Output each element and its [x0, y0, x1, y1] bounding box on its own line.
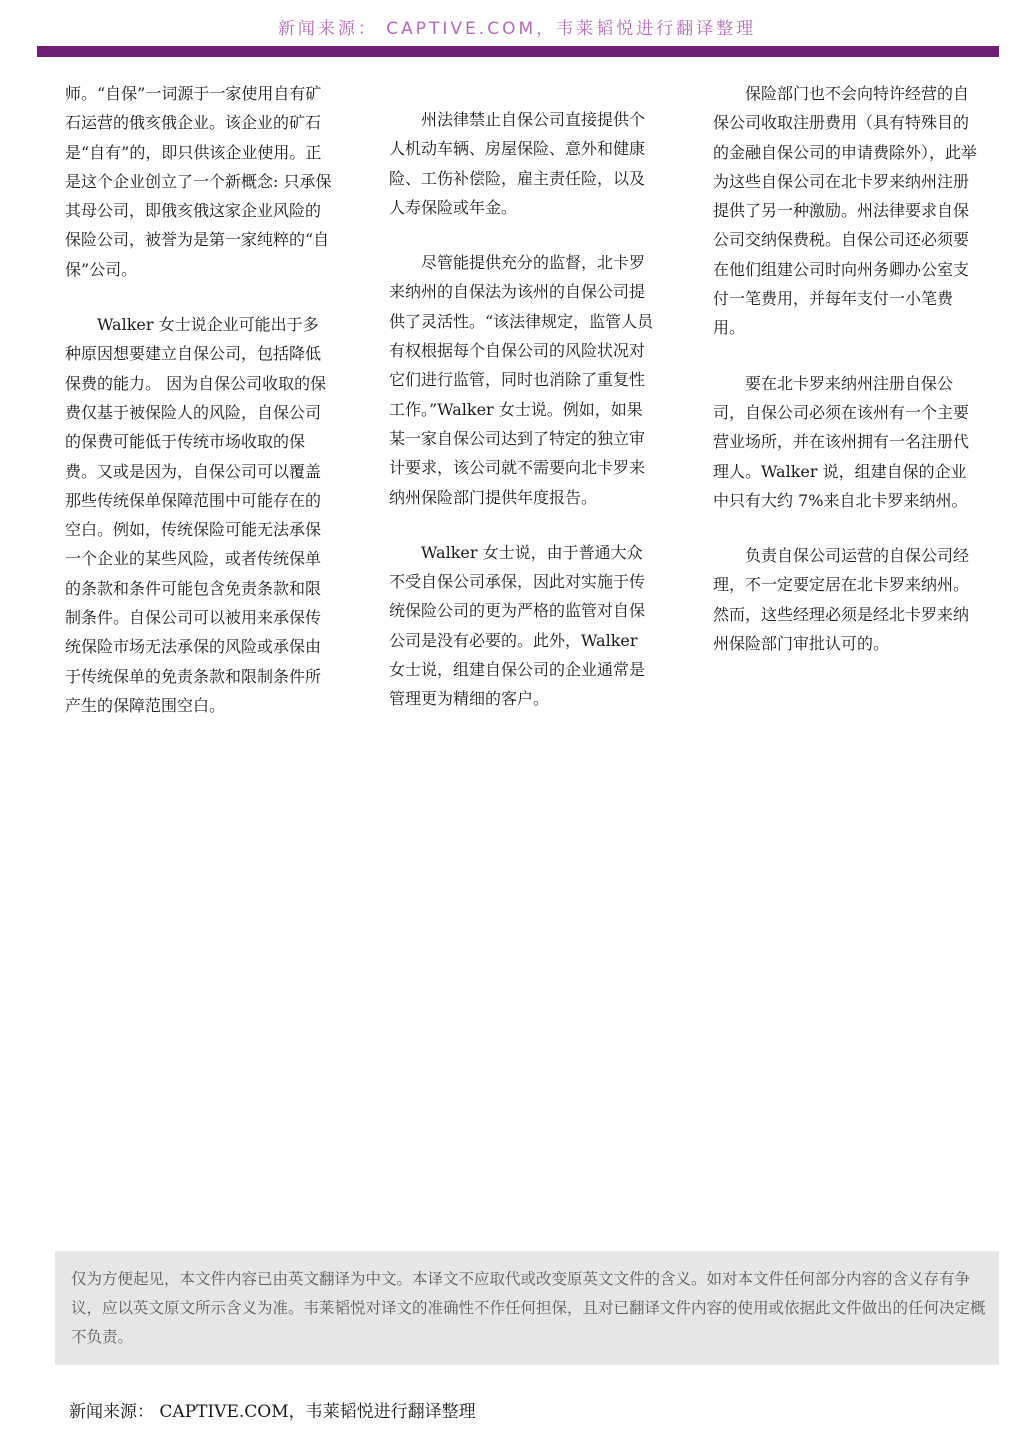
paragraph: 保险部门也不会向特许经营的自保公司收取注册费用（具有特殊目的的金融自保公司的申请费除外），此举为这些自保公司在北卡罗来纳州注册提供了另一种激励。州法律要求自保公司交纳保费税。自保公司还必须要在他们组建公司时向州务卿办公室支付一笔费用，并每年支付一小笔费用。 — [713, 84, 978, 338]
article-column-2 — [389, 105, 657, 740]
paragraph: 师。“自保”一词源于一家使用自有矿石运营的俄亥俄企业。该企业的矿石是“自有”的，即只供该企业使用。正是这个企业创立了一个新概念: 只承保其母公司，即俄亥俄这家企业风险的保险公司，被誉为是第一家纯粹的“自保”公司。 — [65, 84, 332, 279]
footer-source-line: 新闻来源： CAPTIVE.COM，韦莱韬悦进行翻译整理 — [69, 1402, 476, 1422]
disclaimer-text: 仅为方便起见，本文件内容已由英文翻译为中文。本译文不应取代或改变原英文文件的含义。如对本文件任何部分内容的含义存有争议，应以英文原文所示含义为准。韦莱韬悦对译文的准确性不作任何担保，且对已翻译文件内容的使用或依据此文件做出的任何决定概不负责。 — [71, 1270, 986, 1346]
article-column-3 — [713, 79, 981, 684]
paragraph: 州法律禁止自保公司直接提供个人机动车辆、房屋保险、意外和健康险、工伤补偿险，雇主责任险，以及人寿保险或年金。 — [389, 110, 646, 217]
paragraph: Walker 女士说，由于普通大众不受自保公司承保，因此对实施于传统保险公司的更为严格的监管对自保公司是没有必要的。此外，Walker 女士说，组建自保公司的企业通常是管理更为精细的客户。 — [389, 542, 646, 709]
article-column-1 — [65, 79, 333, 746]
translation-disclaimer-box — [55, 1251, 999, 1365]
paragraph: 负责自保公司运营的自保公司经理，不一定要定居在北卡罗来纳州。然而，这些经理必须是经北卡罗来纳州保险部门审批认可的。 — [713, 546, 970, 654]
paragraph: Walker 女士说企业可能出于多种原因想要建立自保公司，包括降低保费的能力。 因为自保公司收取的保费仅基于被保险人的风险，自保公司的保费可能低于传统市场收取的保费。又或是因为，自保公司可以覆盖那些传统保单保障范围中可能存在的空白。例如，传统保险可能无法承保一个企业的某些风险，或者传统保单的条款和条件可能包含免责条款和限制条件。自保公司可以被用来承保传统保险市场无法承保的风险或承保由于传统保单的免责条款和限制条件所产生的保障范围空白。 — [65, 315, 327, 715]
header-source-line: 新闻来源： CAPTIVE.COM，韦莱韬悦进行翻译整理 — [277, 19, 757, 39]
header-divider-bar — [37, 46, 999, 57]
paragraph: 尽管能提供充分的监督，北卡罗来纳州的自保法为该州的自保公司提供了灵活性。“该法律规定，监管人员有权根据每个自保公司的风险状况对它们进行监管，同时也消除了重复性工作。”Walker 女士说。例如，如果某一家自保公司达到了特定的独立审计要求，该公司就不需要向北卡罗来纳州保险部门提供年度报告。 — [389, 253, 654, 507]
paragraph: 要在北卡罗来纳州注册自保公司，自保公司必须在该州有一个主要营业场所，并在该州拥有一名注册代理人。Walker 说，组建自保的企业中只有大约 7%来自北卡罗来纳州。 — [713, 373, 970, 510]
